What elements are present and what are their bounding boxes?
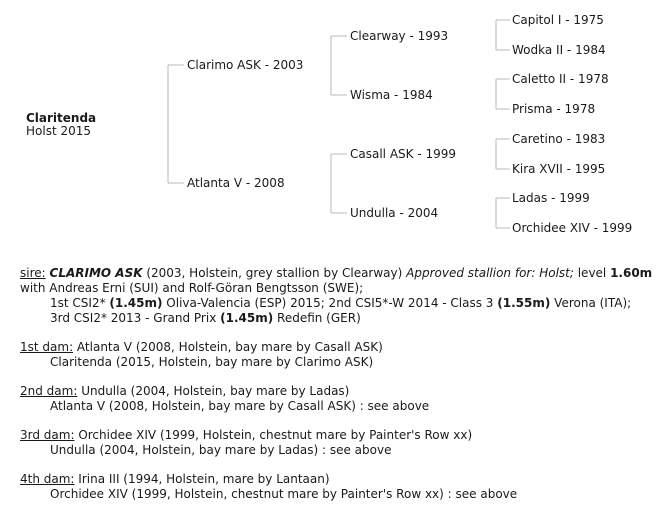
pedigree-gen3-2: Wodka II - 1984 [512, 43, 606, 57]
sire-level-post: with Andreas Erni (SUI) and Rolf-Göran Bengtsson (SWE); [20, 281, 364, 295]
sire-label: sire: [20, 266, 46, 280]
pedigree-sire: Clarimo ASK - 2003 [187, 58, 304, 72]
pedigree-sire-sire: Clearway - 1993 [350, 29, 449, 43]
pedigree-dam-sire: Casall ASK - 1999 [350, 147, 457, 161]
sire-result-height: (1.45m) [109, 296, 163, 310]
pedigree-gen3-1: Capitol I - 1975 [512, 13, 604, 27]
pedigree-sire-dam: Wisma - 1984 [350, 88, 433, 102]
dam1-label: 1st dam: [20, 340, 74, 354]
sire-name: CLARIMO ASK [49, 266, 143, 280]
dam1-progeny: Claritenda (2015, Holstein, bay mare by Clarimo ASK) [50, 355, 374, 369]
sire-level-pre: level [573, 266, 611, 280]
dam4-label: 4th dam: [20, 472, 75, 486]
sire-section [20, 266, 665, 326]
sire-desc: (2003, Holstein, grey stallion by Clearway) [142, 266, 407, 280]
pedigree-gen3-7: Ladas - 1999 [512, 191, 590, 205]
sire-result-text: 3rd CSI2* 2013 - Grand Prix [50, 311, 221, 325]
sire-result-text: Redefin (GER) [273, 311, 361, 325]
pedigree-connectors [0, 0, 670, 250]
pedigree-dam: Atlanta V - 2008 [187, 176, 285, 190]
dam4-section [20, 472, 665, 502]
dam3-text: Orchidee XIV (1999, Holstein, chestnut mare by Painter's Row xx) [74, 428, 473, 442]
dam4-line [20, 472, 665, 487]
dam1-text: Atlanta V (2008, Holstein, bay mare by Casall ASK) [73, 340, 383, 354]
dam1-line [20, 340, 665, 355]
dam3-label: 3rd dam: [20, 428, 75, 442]
dam3-section [20, 428, 665, 458]
sire-line [20, 266, 665, 296]
pedigree-gen3-5: Caretino - 1983 [512, 132, 606, 146]
pedigree-dam-dam: Undulla - 2004 [350, 206, 439, 220]
dam2-section [20, 384, 665, 414]
pedigree-gen3-3: Caletto II - 1978 [512, 72, 609, 86]
sire-result-height: (1.45m) [220, 311, 274, 325]
sire-approved: Approved stallion for: Holst; [406, 266, 574, 280]
sire-result-height: (1.55m) [497, 296, 551, 310]
sire-results-1 [20, 296, 665, 311]
pedigree-gen3-4: Prisma - 1978 [512, 102, 596, 116]
sire-result-text: Verona (ITA); [550, 296, 632, 310]
sire-level: 1.60m [610, 266, 653, 280]
sire-results-2 [20, 311, 665, 326]
sire-result-text: Oliva-Valencia (ESP) 2015; 2nd CSI5*-W 2014 - Class 3 [162, 296, 498, 310]
horse-name: Claritenda [26, 111, 97, 125]
dam2-label: 2nd dam: [20, 384, 78, 398]
dam3-line [20, 428, 665, 443]
dam2-line [20, 384, 665, 399]
dam1-section [20, 340, 665, 370]
pedigree-gen3-6: Kira XVII - 1995 [512, 162, 606, 176]
dam2-text: Undulla (2004, Holstein, bay mare by Ladas) [77, 384, 350, 398]
dam4-text: Irina III (1994, Holstein, mare by Lantaan) [74, 472, 330, 486]
horse-breed-year: Holst 2015 [26, 124, 92, 138]
dam2-progeny: Atlanta V (2008, Holstein, bay mare by Casall ASK) : see above [50, 399, 430, 413]
pedigree-horse [26, 112, 96, 138]
dam4-progeny: Orchidee XIV (1999, Holstein, chestnut mare by Painter's Row xx) : see above [50, 487, 518, 501]
pedigree-notes [20, 266, 665, 516]
pedigree-gen3-8: Orchidee XIV - 1999 [512, 221, 633, 235]
dam3-progeny: Undulla (2004, Holstein, bay mare by Ladas) : see above [50, 443, 392, 457]
sire-result-text: 1st CSI2* [50, 296, 110, 310]
